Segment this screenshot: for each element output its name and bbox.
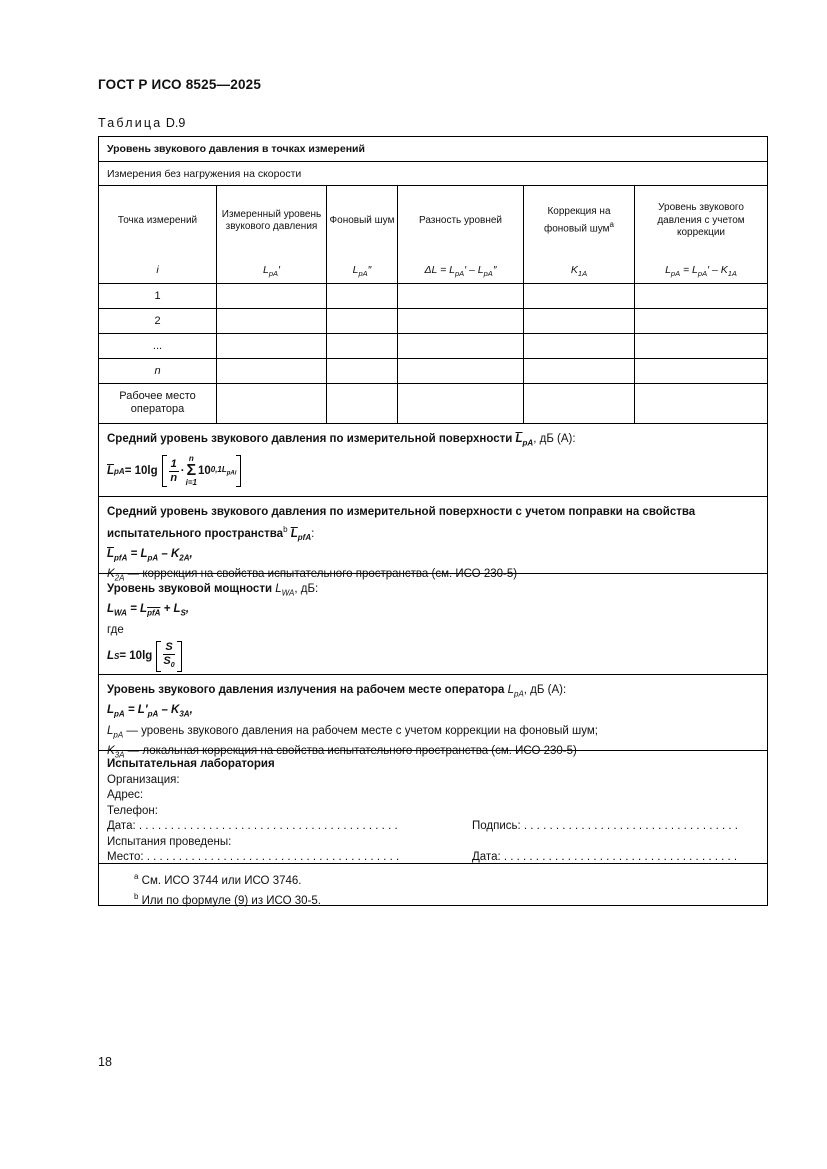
table-subtitle: Измерения без нагружения на скорости bbox=[99, 162, 767, 186]
empty-cell[interactable] bbox=[635, 284, 767, 308]
fraction bbox=[163, 641, 174, 672]
section-heading bbox=[107, 504, 759, 546]
column-symbol bbox=[524, 264, 634, 278]
document-header: ГОСТ Р ИСО 8525—2025 bbox=[98, 77, 262, 92]
empty-cell[interactable] bbox=[635, 334, 767, 358]
column-symbol bbox=[327, 264, 397, 278]
date-field[interactable]: Дата: . . . . . . . . . . . . . . . . . . . . . . . . . . . . . . . . . . . . . bbox=[472, 851, 738, 863]
column-label: Измеренный уровень звукового давления bbox=[221, 208, 322, 232]
symbol-sub: pA bbox=[358, 269, 368, 279]
column-label: Разность уровней bbox=[418, 214, 503, 226]
exp-sub: pAi bbox=[226, 470, 237, 477]
column-label: Точка измерений bbox=[117, 214, 198, 226]
heading-text: Средний уровень звукового давления по измерительной поверхности с учетом поправки на свойства испытательного пространства bbox=[107, 506, 696, 540]
empty-cell[interactable] bbox=[217, 334, 327, 358]
empty-cell[interactable] bbox=[398, 309, 524, 333]
sum-symbol bbox=[186, 455, 197, 487]
footnote-mark: b bbox=[134, 891, 139, 901]
empty-cell[interactable] bbox=[524, 359, 635, 383]
ls-formula bbox=[107, 641, 759, 672]
footnote-mark: a bbox=[609, 219, 614, 229]
formula-text: L bbox=[107, 649, 115, 662]
symbol-text: L bbox=[275, 583, 282, 595]
formula-text: $\overline{L}$ bbox=[107, 548, 115, 561]
column-header-row bbox=[99, 186, 767, 284]
frac-num: S bbox=[165, 640, 173, 653]
formula-sub: pA bbox=[147, 553, 159, 563]
frac-den: n bbox=[170, 471, 178, 484]
formula-text: = L bbox=[127, 548, 148, 561]
empty-cell[interactable] bbox=[217, 284, 327, 308]
sound-power-section bbox=[99, 574, 767, 675]
empty-cell[interactable] bbox=[217, 309, 327, 333]
note-text: — локальная коррекция на свойства испытательного пространства (см. ИСО 230-5) bbox=[124, 744, 577, 757]
note-sub: 3A bbox=[114, 750, 125, 760]
formula-text: , bbox=[189, 548, 193, 561]
column-label-text: Коррекция на фоновый шум bbox=[544, 206, 611, 235]
measurement-table bbox=[98, 136, 768, 906]
point-cell: ... bbox=[99, 334, 217, 358]
column-label bbox=[526, 186, 632, 256]
formula-sub: 2A bbox=[179, 553, 190, 563]
den-sub: 0 bbox=[170, 661, 175, 669]
column-header bbox=[99, 186, 217, 283]
formula-bracket bbox=[156, 641, 181, 672]
section-heading: Испытательная лаборатория bbox=[107, 758, 275, 770]
symbol-text: K bbox=[570, 264, 578, 276]
symbol-sub: pA bbox=[522, 438, 534, 448]
symbol-text: ′ – K bbox=[707, 264, 728, 276]
address-label: Адрес: bbox=[107, 789, 144, 801]
empty-cell[interactable] bbox=[398, 359, 524, 383]
section-heading bbox=[107, 431, 759, 451]
note-sub: pA bbox=[113, 729, 124, 739]
symbol-sub: pfA bbox=[297, 533, 312, 543]
column-header bbox=[635, 186, 767, 283]
table-row bbox=[99, 309, 767, 334]
empty-cell[interactable] bbox=[217, 384, 327, 423]
corrected-level-section bbox=[99, 497, 767, 583]
symbol-sub: pA bbox=[514, 689, 524, 699]
formula-sub: 3A bbox=[179, 709, 190, 719]
column-header bbox=[327, 186, 398, 283]
mean-level-section bbox=[99, 424, 767, 497]
symbol-text: i bbox=[156, 264, 159, 276]
symbol-sub: 1A bbox=[727, 269, 737, 279]
column-header bbox=[524, 186, 635, 283]
unit-text: , дБ (А): bbox=[533, 433, 576, 445]
symbol-text: = L bbox=[680, 264, 698, 276]
note-line bbox=[107, 723, 759, 743]
formula-sub: pfA bbox=[147, 608, 161, 618]
fraction bbox=[169, 458, 179, 485]
point-cell: 1 bbox=[99, 284, 217, 308]
column-symbol bbox=[635, 264, 767, 278]
formula bbox=[107, 455, 759, 487]
empty-cell[interactable] bbox=[635, 384, 767, 423]
empty-cell[interactable] bbox=[635, 309, 767, 333]
column-label: Фоновый шум bbox=[329, 214, 395, 226]
note-text: — коррекция на свойства испытательного пространства (см. ИСО 230-5) bbox=[124, 568, 518, 581]
emission-section bbox=[99, 675, 767, 760]
table-caption-label: Таблица bbox=[98, 116, 163, 130]
formula bbox=[107, 601, 759, 621]
heading-text: Уровень звукового давления излучения на рабочем месте оператора bbox=[107, 684, 505, 696]
operator-cell: Рабочее место оператора bbox=[99, 384, 217, 423]
exp-text: 0,1L bbox=[210, 464, 227, 474]
table-caption bbox=[98, 116, 185, 130]
column-label: Уровень звукового давления с учетом коррекции bbox=[657, 202, 745, 239]
table-row bbox=[99, 359, 767, 384]
symbol-sub: pA bbox=[697, 269, 708, 279]
date-field[interactable]: Дата: . . . . . . . . . . . . . . . . . . . . . . . . . . . . . . . . . . . . . . . . . bbox=[107, 820, 398, 832]
colon-text: : bbox=[311, 527, 315, 540]
symbol-text: ′ – L bbox=[464, 264, 484, 276]
table-row bbox=[99, 334, 767, 359]
dot-symbol: · bbox=[180, 464, 185, 477]
point-cell: 2 bbox=[99, 309, 217, 333]
organization-label: Организация: bbox=[107, 773, 180, 786]
sum-bottom: i=1 bbox=[185, 478, 197, 488]
empty-cell[interactable] bbox=[327, 309, 398, 333]
section-heading bbox=[107, 682, 759, 702]
empty-cell[interactable] bbox=[635, 359, 767, 383]
formula-sub: pA bbox=[147, 709, 159, 719]
power-exp bbox=[211, 461, 237, 483]
symbol-text: ΔL = L bbox=[424, 264, 455, 276]
column-symbol bbox=[217, 264, 326, 278]
empty-cell[interactable] bbox=[327, 284, 398, 308]
formula-text: = 10lg bbox=[124, 464, 158, 477]
footnote-mark: a bbox=[134, 872, 139, 881]
formula-text: L bbox=[107, 603, 115, 616]
symbol-text: L bbox=[507, 684, 514, 696]
symbol-sub: 1A bbox=[577, 269, 588, 279]
symbol-text: ′ bbox=[278, 264, 280, 276]
formula bbox=[107, 702, 759, 722]
note-text: — уровень звукового давления на рабочем месте с учетом коррекции на фоновый шум; bbox=[123, 724, 598, 737]
note-sub: 2A bbox=[114, 573, 125, 583]
formula-text: = L bbox=[126, 603, 148, 616]
where-label: где bbox=[107, 623, 124, 636]
heading-text: Средний уровень звукового давления по измерительной поверхности bbox=[107, 433, 513, 445]
conducted-label: Испытания проведены: bbox=[107, 835, 232, 848]
formula-text: = 10lg bbox=[119, 649, 153, 662]
footnotes bbox=[99, 864, 767, 905]
empty-cell[interactable] bbox=[524, 309, 635, 333]
empty-cell[interactable] bbox=[524, 384, 635, 423]
place-field[interactable]: Место: . . . . . . . . . . . . . . . . . . . . . . . . . . . . . . . . . . . . . . . . bbox=[107, 851, 400, 863]
symbol-text: $\overline{L}$ bbox=[290, 527, 298, 540]
den-text: S bbox=[163, 654, 171, 667]
formula-bracket bbox=[162, 455, 242, 487]
formula-sub: pA bbox=[114, 709, 125, 719]
note-symbol: L bbox=[107, 724, 114, 737]
symbol-sub: pA bbox=[670, 269, 681, 279]
formula bbox=[107, 546, 759, 566]
formula-sub: pfA bbox=[114, 553, 128, 563]
empty-cell[interactable] bbox=[327, 359, 398, 383]
unit-text: , дБ (А): bbox=[523, 684, 567, 696]
table-title: Уровень звукового давления в точках измерений bbox=[99, 137, 767, 162]
formula-text: – K bbox=[158, 704, 180, 717]
table-row-operator bbox=[99, 384, 767, 424]
column-symbol bbox=[398, 264, 523, 278]
column-header bbox=[398, 186, 524, 283]
formula-sub: S bbox=[180, 608, 186, 618]
sum-top: n bbox=[188, 454, 194, 464]
footnote-text: Или по формуле (9) из ИСО 30-5. bbox=[138, 894, 321, 907]
page-number: 18 bbox=[98, 1055, 112, 1069]
column-header bbox=[217, 186, 327, 283]
frac-den bbox=[163, 655, 174, 672]
empty-cell[interactable] bbox=[327, 334, 398, 358]
phone-label: Телефон: bbox=[107, 804, 158, 817]
sigma-icon: Σ bbox=[186, 462, 197, 480]
heading-text: Уровень звуковой мощности bbox=[107, 583, 273, 595]
symbol-text: L bbox=[352, 264, 359, 276]
symbol-text: L bbox=[263, 264, 269, 276]
symbol-sub: pA bbox=[268, 269, 279, 279]
empty-cell[interactable] bbox=[398, 334, 524, 358]
symbol-sub: pA bbox=[483, 269, 493, 279]
symbol-sub: WA bbox=[281, 588, 295, 598]
signature-field[interactable]: Подпись: . . . . . . . . . . . . . . . . . . . . . . . . . . . . . . . . . . bbox=[472, 820, 738, 832]
power-base: 10 bbox=[197, 464, 211, 477]
date-signature-line bbox=[107, 819, 759, 835]
unit-text: , дБ: bbox=[294, 583, 319, 595]
formula-text: + L bbox=[160, 603, 181, 616]
empty-cell[interactable] bbox=[398, 284, 524, 308]
frac-num: 1 bbox=[170, 457, 177, 470]
symbol-text: ″ bbox=[367, 264, 372, 276]
footnote bbox=[134, 869, 759, 889]
point-cell: n bbox=[99, 359, 217, 383]
note-symbol: K bbox=[107, 744, 115, 757]
table-row bbox=[99, 284, 767, 309]
empty-cell[interactable] bbox=[524, 284, 635, 308]
note-symbol: K bbox=[107, 568, 115, 581]
empty-cell[interactable] bbox=[524, 334, 635, 358]
empty-cell[interactable] bbox=[217, 359, 327, 383]
formula-text: = L′ bbox=[124, 704, 148, 717]
footnote bbox=[134, 889, 759, 909]
symbol-text: ″ bbox=[492, 264, 497, 276]
formula-text: , bbox=[189, 704, 193, 717]
formula-text: L bbox=[107, 704, 115, 717]
footnote-text: См. ИСО 3744 или ИСО 3746. bbox=[138, 874, 302, 887]
empty-cell[interactable] bbox=[327, 384, 398, 423]
table-caption-number: D.9 bbox=[165, 116, 186, 130]
column-symbol bbox=[99, 264, 216, 276]
formula-sub: pA bbox=[114, 466, 125, 476]
footnote-mark: b bbox=[283, 525, 288, 534]
symbol-text: $\overline{L}$ bbox=[515, 433, 523, 445]
empty-cell[interactable] bbox=[398, 384, 524, 423]
formula-text: – K bbox=[158, 548, 180, 561]
symbol-text: L bbox=[665, 264, 671, 276]
formula-sub: WA bbox=[114, 608, 127, 618]
formula-text: $\overline{L}$ bbox=[107, 464, 115, 477]
formula-sub: S bbox=[114, 651, 120, 661]
symbol-sub: pA bbox=[454, 269, 465, 279]
lab-section bbox=[99, 751, 767, 864]
formula-text: , bbox=[185, 603, 190, 616]
